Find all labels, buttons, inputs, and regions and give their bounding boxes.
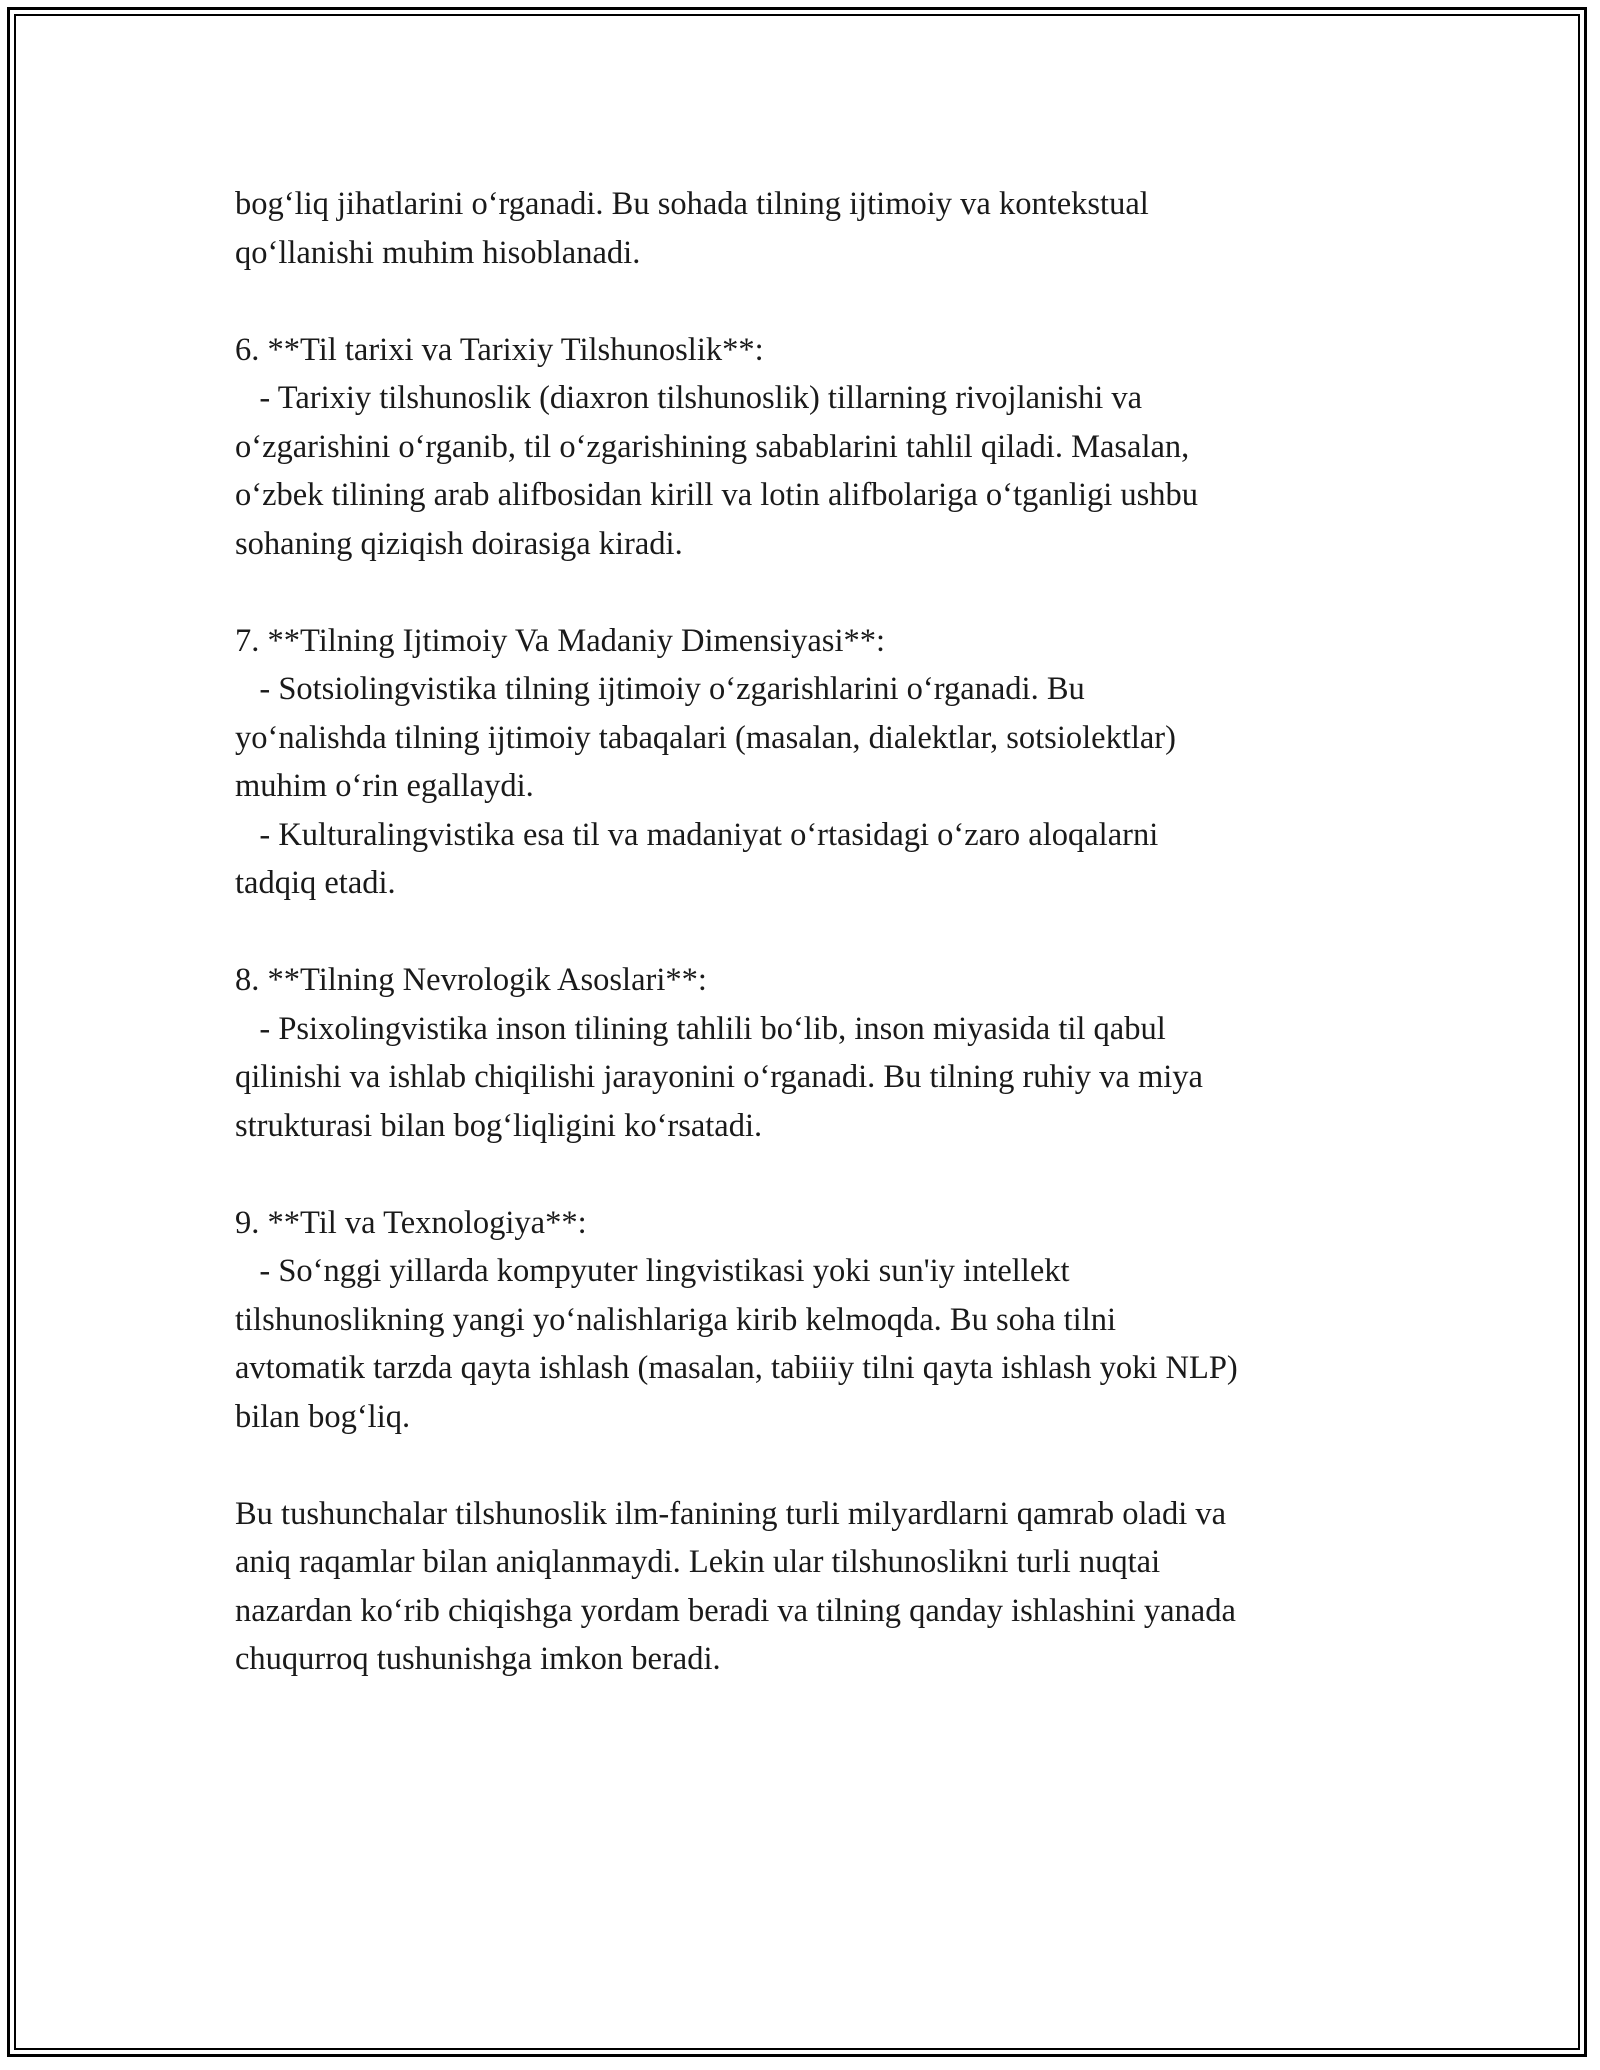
text-line: - Sotsiolingvistika tilning ijtimoiy o‘zgarishlarini o‘rganadi. Bu [235,671,1085,707]
text-line: strukturasi bilan bog‘liqligini ko‘rsatadi. [235,1107,763,1144]
conclusion-line: chuqurroq tushunishga imkon beradi. [235,1641,721,1677]
blank-line [235,277,1395,326]
blank-line [235,568,1395,617]
conclusion-line: aniq raqamlar bilan aniqlanmaydi. Lekin ular tilshunoslikni turli nuqtai [235,1544,1161,1580]
text-line: tadqiq etadi. [235,865,396,901]
text-line: - So‘nggi yillarda kompyuter lingvistikasi yoki sun'iy intellekt [235,1253,1070,1289]
blank-line [235,1441,1395,1490]
text-line: qilinishi va ishlab chiqilishi jarayonini o‘rganadi. Bu tilning ruhiy va miya [235,1059,1203,1095]
text-line: o‘zgarishini o‘rganib, til o‘zgarishining sabablarini tahlil qiladi. Masalan, [235,428,1190,465]
conclusion-line: nazardan ko‘rib chiqishga yordam beradi va tilning qanday ishlashini yanada [235,1592,1236,1629]
section-heading-6: 6. **Til tarixi va Tarixiy Tilshunoslik**: [235,331,764,368]
text-line: bilan bog‘liq. [235,1398,411,1435]
text-line: - Kulturalingvistika esa til va madaniyat o‘rtasidagi o‘zaro aloqalarni [235,816,1159,853]
text-line: qo‘llanishi muhim hisoblanadi. [235,234,641,271]
section-heading-7: 7. **Tilning Ijtimoiy Va Madaniy Dimensiyasi**: [235,622,886,659]
document-body [235,180,1395,1684]
text-line: - Psixolingvistika inson tilining tahlili bo‘lib, inson miyasida til qabul [235,1010,1166,1047]
text-line: tilshunoslikning yangi yo‘nalishlariga kirib kelmoqda. Bu soha tilni [235,1301,1117,1338]
text-line: sohaning qiziqish doirasiga kiradi. [235,525,683,562]
blank-line [235,908,1395,957]
blank-line [235,1150,1395,1199]
text-line: o‘zbek tilining arab alifbosidan kirill va lotin alifbolariga o‘tganligi ushbu [235,477,1199,513]
text-line: bog‘liq jihatlarini o‘rganadi. Bu sohada tilning ijtimoiy va kontekstual [235,186,1149,222]
text-line: - Tarixiy tilshunoslik (diaxron tilshunoslik) tillarning rivojlanishi va [235,380,1143,416]
section-heading-8: 8. **Tilning Nevrologik Asoslari**: [235,962,707,998]
conclusion-line: Bu tushunchalar tilshunoslik ilm-fanining turli milyardlarni qamrab oladi va [235,1495,1227,1532]
section-heading-9: 9. **Til va Texnologiya**: [235,1204,587,1241]
text-line: muhim o‘rin egallaydi. [235,768,534,804]
text-line: avtomatik tarzda qayta ishlash (masalan, tabiiiy tilni qayta ishlash yoki NLP) [235,1350,1238,1386]
text-line: yo‘nalishda tilning ijtimoiy tabaqalari (masalan, dialektlar, sotsiolektlar) [235,719,1176,756]
